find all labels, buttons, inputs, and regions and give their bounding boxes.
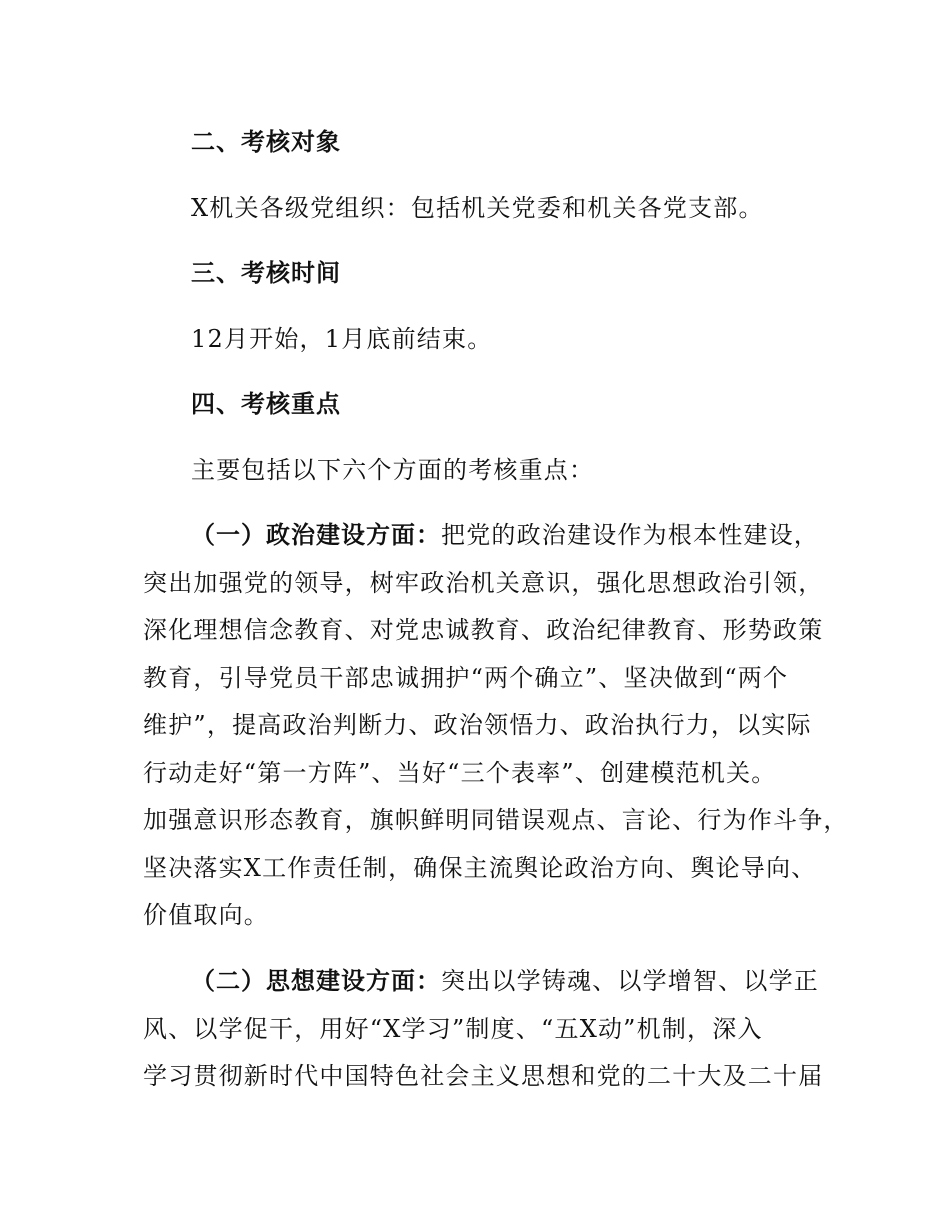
- paragraph-ideological-first-line: [191, 965, 819, 997]
- item-label-political: （一）政治建设方面：: [191, 521, 441, 549]
- section-body-assessment-target: X机关各级党组织：包括机关党委和机关各党支部。: [191, 194, 764, 222]
- paragraph-line: 突出加强党的领导，树牢政治机关意识，强化思想政治引领，: [143, 569, 824, 597]
- item-label-ideological: （二）思想建设方面：: [191, 967, 441, 995]
- paragraph-line: 突出以学铸魂、以学增智、以学正: [441, 967, 819, 995]
- section-heading-assessment-target: 二、考核对象: [191, 128, 341, 156]
- paragraph-line: 行动走好“第一方阵”、当好“三个表率”、创建模范机关。: [143, 759, 777, 787]
- section-body-assessment-focus: 主要包括以下六个方面的考核重点：: [191, 456, 595, 484]
- paragraph-line: 坚决落实X工作责任制，确保主流舆论政治方向、舆论导向、: [143, 854, 817, 882]
- paragraph-line: 维护”，提高政治判断力、政治领悟力、政治执行力，以实际: [143, 711, 812, 739]
- paragraph-line: 教育，引导党员干部忠诚拥护“两个确立”、坚决做到“两个: [143, 664, 789, 692]
- paragraph-line: 把党的政治建设作为根本性建设，: [441, 521, 819, 549]
- paragraph-line: 加强意识形态教育，旗帜鲜明同错误观点、言论、行为作斗争，: [143, 806, 849, 834]
- paragraph-line: 价值取向。: [143, 901, 269, 929]
- paragraph-line: 深化理想信念教育、对党忠诚教育、政治纪律教育、形势政策: [143, 616, 824, 644]
- section-heading-assessment-time: 三、考核时间: [191, 259, 341, 287]
- paragraph-political-first-line: [191, 519, 819, 551]
- paragraph-line: 学习贯彻新时代中国特色社会主义思想和党的二十大及二十届: [143, 1062, 824, 1090]
- section-body-assessment-time: 12月开始，1月底前结束。: [191, 325, 493, 353]
- paragraph-line: 风、以学促干，用好“X学习”制度、“五X动”机制，深入: [143, 1015, 763, 1043]
- section-heading-assessment-focus: 四、考核重点: [191, 390, 341, 418]
